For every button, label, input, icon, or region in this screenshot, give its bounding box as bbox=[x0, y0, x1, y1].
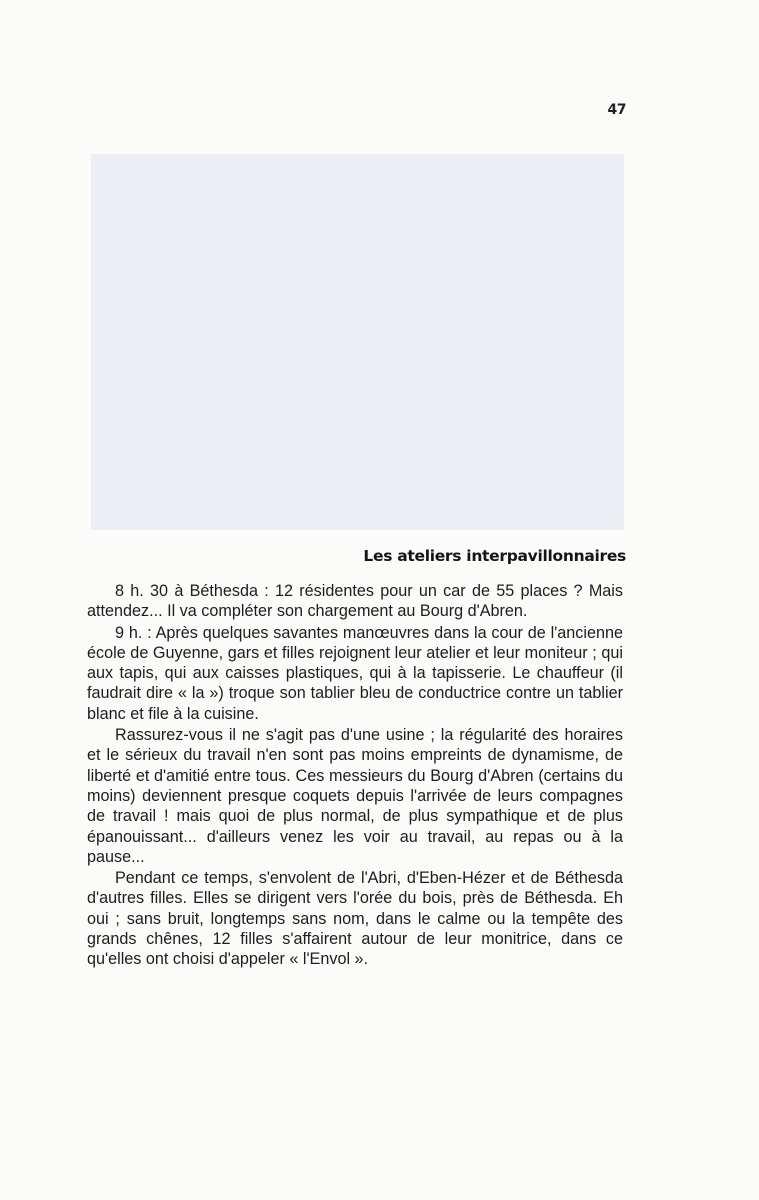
article-body bbox=[87, 581, 623, 971]
paragraph: Rassurez-vous il ne s'agit pas d'une usine ; la régularité des horaires et le sérieux du travail n'en sont pas moins empreints de dynamisme, de liberté et d'amitié entre tous. Ces messieurs du Bourg d'Abren (certains du moins) deviennent presque coquets depuis l'arrivée de leurs compagnes de travail ! mais quoi de plus normal, de plus sympathique et de plus épanouissant... d'ailleurs venez les voir au travail, au repas ou à la pause... bbox=[87, 726, 623, 866]
paragraph: Pendant ce temps, s'envolent de l'Abri, d'Eben-Hézer et de Béthesda d'autres filles. Elles se dirigent vers l'orée du bois, près de Béthesda. Eh oui ; sans bruit, longtemps sans nom, dans le calme ou la tempête des grands chênes, 12 filles s'affairent autour de leur monitrice, dans ce qu'elles ont choisi d'appeler « l'Envol ». bbox=[87, 869, 623, 969]
paragraph: 9 h. : Après quelques savantes manœuvres dans la cour de l'ancienne école de Guyenne, gars et filles rejoignent leur atelier et leur moniteur ; qui aux tapis, qui aux caisses plastiques, qui à la tapisserie. Le chauffeur (il faudrait dire « la ») troque son tablier bleu de conductrice contre un tablier blanc et file à la cuisine. bbox=[87, 623, 623, 723]
page-number: 47 bbox=[607, 102, 626, 118]
paragraph: 8 h. 30 à Béthesda : 12 résidentes pour un car de 55 places ? Mais attendez... Il va compléter son chargement au Bourg d'Abren. bbox=[87, 582, 623, 621]
section-title: Les ateliers interpavillonnaires bbox=[363, 547, 626, 565]
photo-placeholder bbox=[91, 154, 624, 530]
